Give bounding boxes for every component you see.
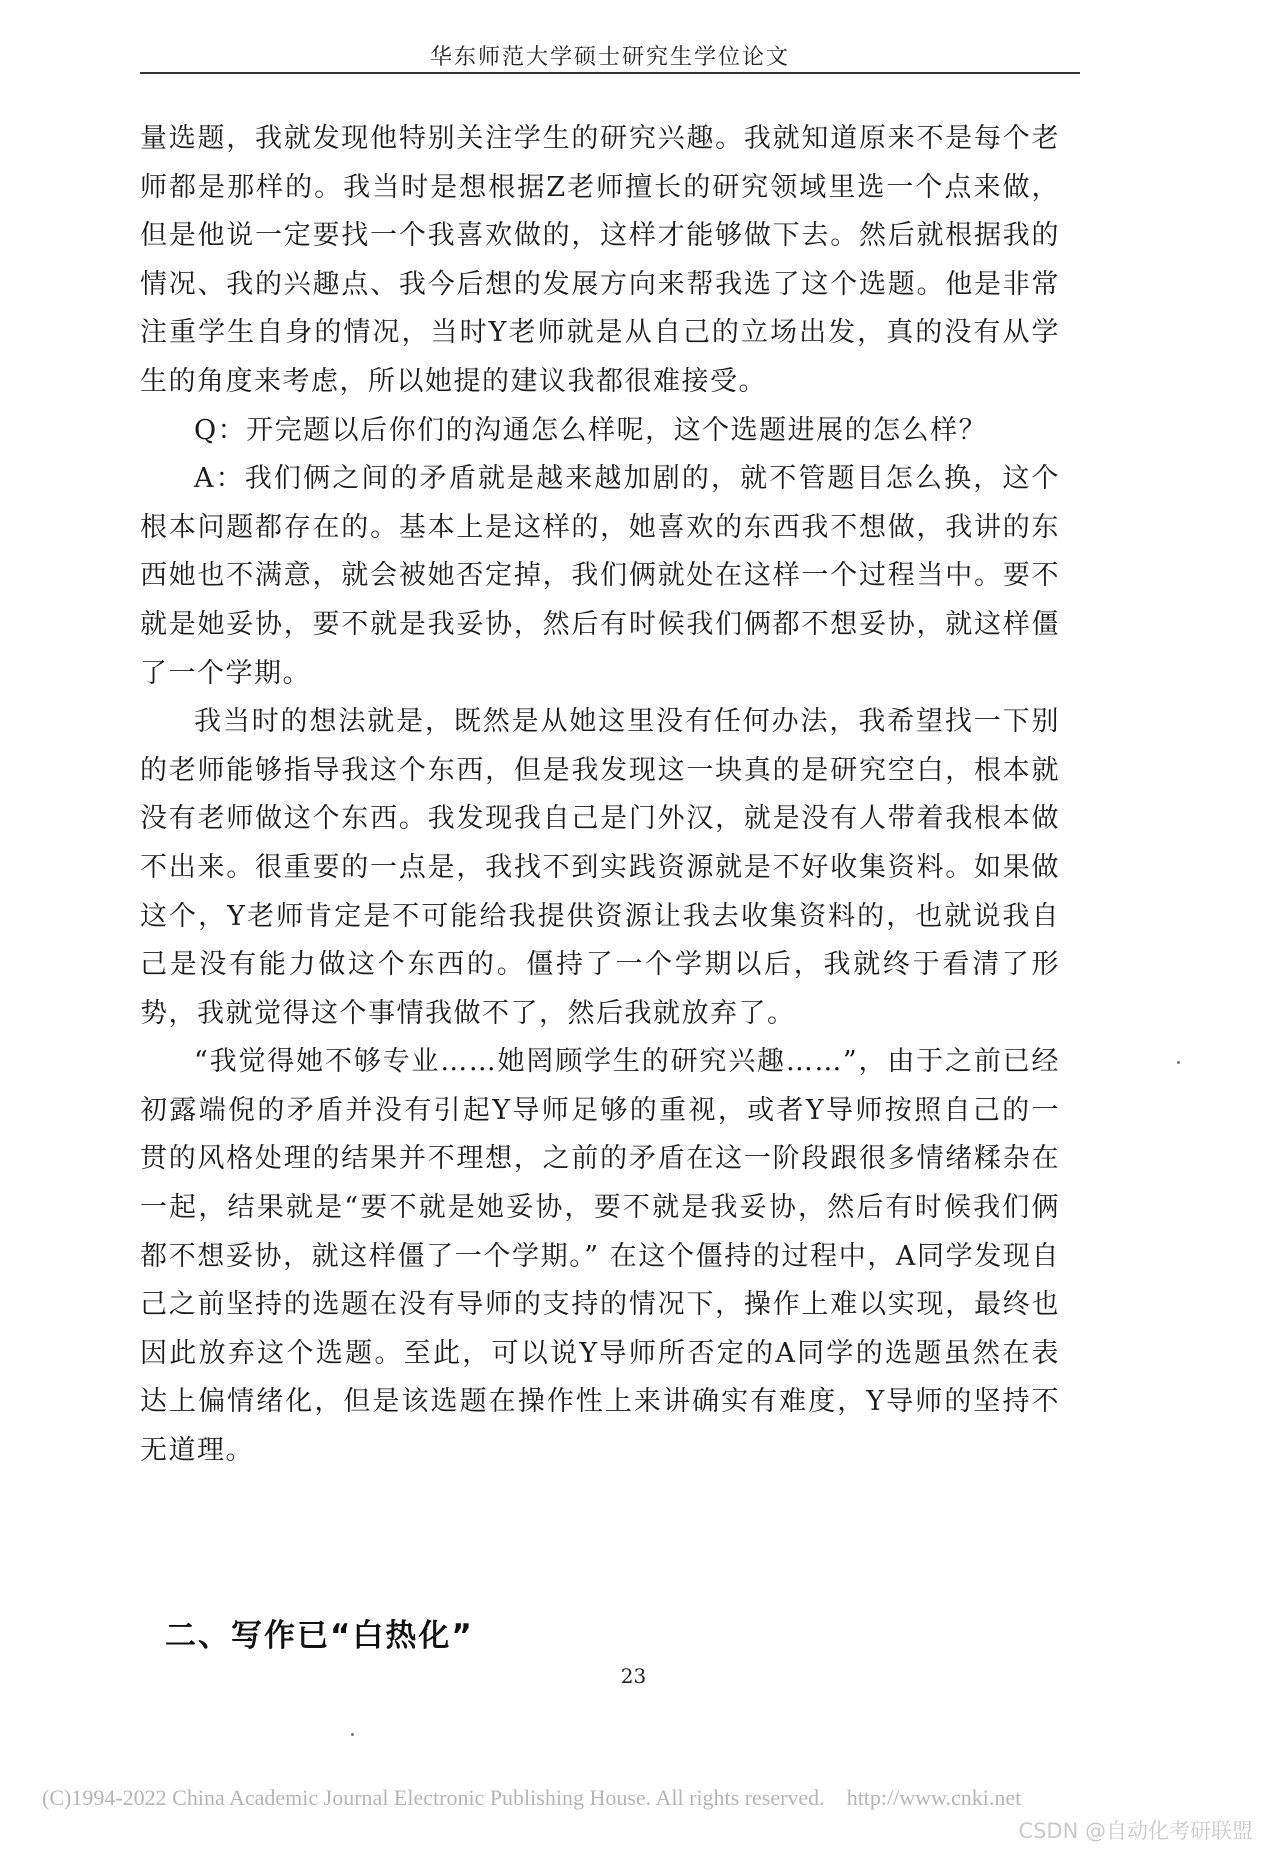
cnki-url: http://www.cnki.net — [846, 1785, 1022, 1810]
scan-speck — [351, 1733, 354, 1736]
paragraph-answer: A：我们俩之间的矛盾就是越来越加剧的，就不管题目怎么换，这个根本问题都存在的。基本上是这样的，她喜欢的东西我不想做，我讲的东西她也不满意，就会被她否定掉，我们俩就处在这样一个过程当中。要不就是她妥协，要不就是我妥协，然后有时候我们俩都不想妥协，就这样僵了一个学期。 — [140, 463, 1060, 689]
csdn-watermark: CSDN @自动化考研联盟 — [1018, 1819, 1253, 1843]
paragraph-3: 我当时的想法就是，既然是从她这里没有任何办法，我希望找一下别的老师能够指导我这个东西，但是我发现这一块真的是研究空白，根本就没有老师做这个东西。我发现我自己是门外汉，就是没有人带着我根本做不出来。很重要的一点是，我找不到实践资源就是不好收集资料。如果做这个，Y老师肯定是不可能给我提供资源让我去收集资料的，也就说我自己是没有能力做这个东西的。僵持了一个学期以后，我就终于看清了形势，我就觉得这个事情我做不了，然后我就放弃了。 — [140, 706, 1060, 1029]
paragraph-question: Q：开完题以后你们的沟通怎么样呢，这个选题进展的怎么样？ — [194, 414, 988, 446]
running-header: 华东师范大学硕士研究生学位论文 — [429, 45, 790, 70]
page-number: 23 — [620, 1664, 647, 1688]
copyright-footer — [42, 1785, 1021, 1811]
section-heading: 二、写作已“白热化” — [165, 1618, 474, 1654]
body-text — [140, 115, 1060, 1476]
paragraph-analysis: “我觉得她不够专业……她罔顾学生的研究兴趣……”，由于之前已经初露端倪的矛盾并没有引起Y导师足够的重视，或者Y导师按照自己的一贯的风格处理的结果并不理想，之前的矛盾在这一阶段跟很多情绪糅杂在一起，结果就是“要不就是她妥协，要不就是我妥协，然后有时候我们俩都不想妥协，就这样僵了一个学期。” 在这个僵持的过程中，A同学发现自己之前坚持的选题在没有导师的支持的情况下，操作上难以实现，最终也因此放弃这个选题。至此，可以说Y导师所否定的A同学的选题虽然在表达上偏情绪化，但是该选题在操作性上来讲确实有难度，Y导师的坚持不无道理。 — [140, 1046, 1060, 1467]
copyright-text: (C)1994-2022 China Academic Journal Electronic Publishing House. All rights reserved. — [42, 1785, 825, 1810]
header-rule — [140, 72, 1080, 74]
scan-speck — [1177, 1061, 1180, 1064]
paragraph-1: 量选题，我就发现他特别关注学生的研究兴趣。我就知道原来不是每个老师都是那样的。我当时是想根据Z老师擅长的研究领域里选一个点来做，但是他说一定要找一个我喜欢做的，这样才能够做下去。然后就根据我的情况、我的兴趣点、我今后想的发展方向来帮我选了这个选题。他是非常注重学生自身的情况，当时Y老师就是从自己的立场出发，真的没有从学生的角度来考虑，所以她提的建议我都很难接受。 — [140, 123, 1060, 397]
